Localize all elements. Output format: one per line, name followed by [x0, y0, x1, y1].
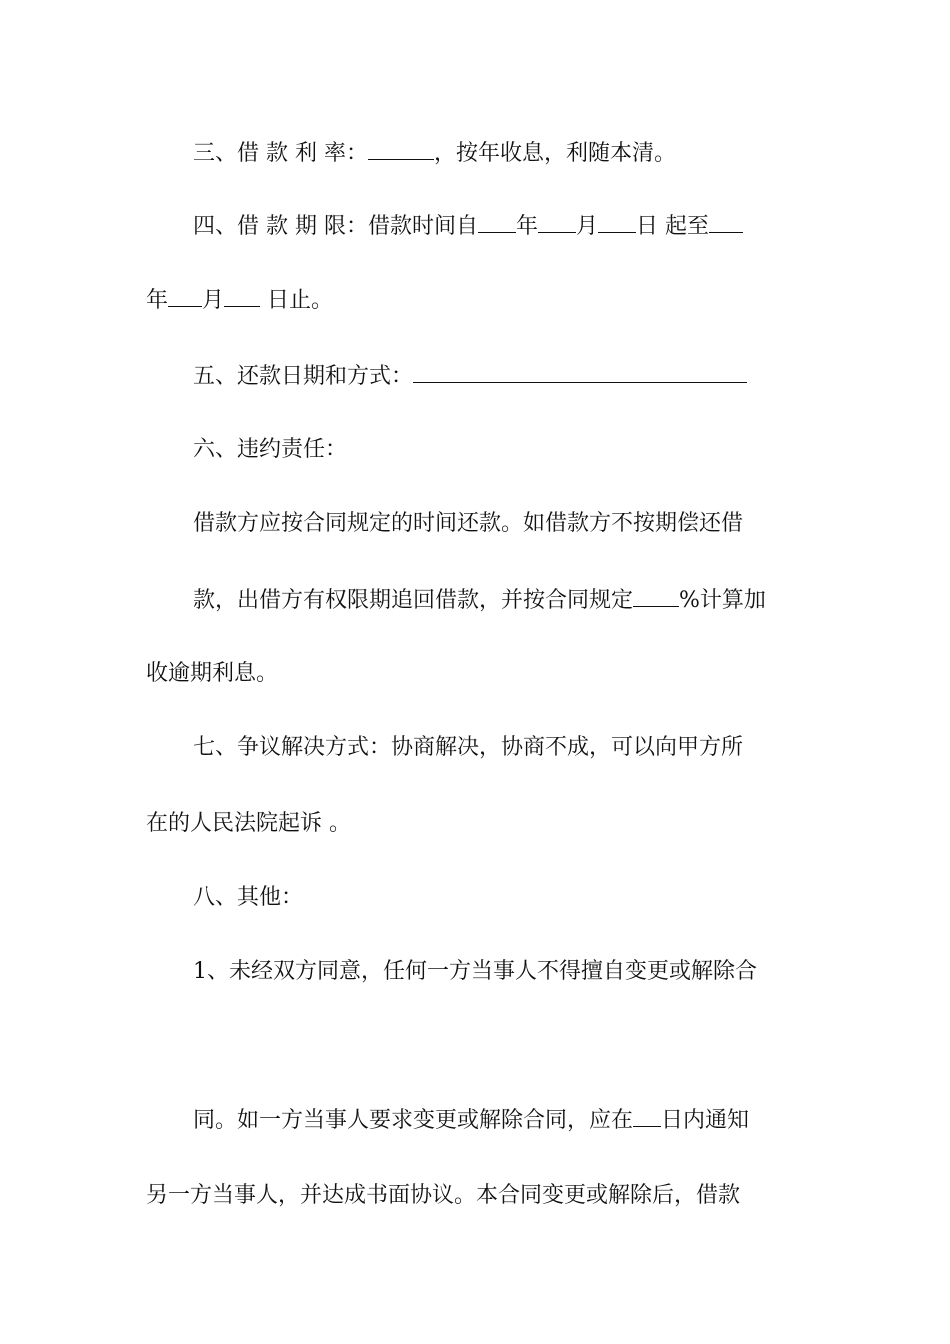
clause-repayment [193, 360, 810, 393]
clause-interest-rate [193, 137, 810, 170]
other-item-1-line-2-suffix: 日内通知 [661, 1108, 750, 1133]
repayment-label: 五、还款日期和方式： [193, 364, 414, 389]
other-heading: 八、其他： [193, 885, 304, 910]
start-month-blank [538, 210, 576, 233]
end-month-unit: 月 [202, 288, 225, 313]
interest-rate-suffix: ，按年收息，利随本清。 [433, 141, 676, 166]
other-item-1-line-1: 1、未经双方同意，任何一方当事人不得擅自变更或解除合 [193, 959, 757, 984]
end-month-blank [168, 284, 202, 307]
dispute-line-1: 七、争议解决方式：协商解决，协商不成，可以向甲方所 [193, 735, 744, 760]
start-year-blank [478, 210, 516, 233]
liability-line-2-text: 款，出借方有权限期追回借款，并按合同规定 [193, 588, 634, 613]
interest-rate-blank [368, 137, 434, 160]
liability-line-2-suffix: %计算加 [679, 588, 766, 613]
end-day-blank [224, 284, 260, 307]
end-year-blank [709, 210, 743, 233]
clause-loan-term [193, 210, 810, 243]
end-year-unit: 年 [146, 288, 169, 313]
liability-line-3: 收逾期利息。 [146, 661, 279, 686]
notice-days-blank [633, 1104, 661, 1127]
clause-loan-term-cont [146, 284, 810, 317]
liability-line-1: 借款方应按合同规定的时间还款。如借款方不按期偿还借 [193, 511, 744, 536]
other-item-1-line-3: 另一方当事人，并达成书面协议。本合同变更或解除后，借款 [146, 1183, 741, 1208]
loan-term-label: 四、借 款 期 限：借款时间自 [193, 214, 478, 239]
start-day-unit: 日 起至 [636, 214, 710, 239]
start-day-blank [598, 210, 636, 233]
liability-heading: 六、违约责任： [193, 437, 348, 462]
repayment-blank [413, 360, 747, 383]
dispute-line-2: 在的人民法院起诉 。 [146, 811, 351, 836]
liability-line-2 [193, 584, 810, 617]
end-day-unit: 日止。 [260, 288, 334, 313]
start-year-unit: 年 [515, 214, 538, 239]
penalty-rate-blank [633, 584, 679, 607]
start-month-unit: 月 [576, 214, 599, 239]
interest-rate-label: 三、借 款 利 率： [193, 141, 368, 166]
other-item-1-line-2-text: 同。如一方当事人要求变更或解除合同，应在 [193, 1108, 634, 1133]
other-item-1-line-2 [193, 1104, 810, 1137]
